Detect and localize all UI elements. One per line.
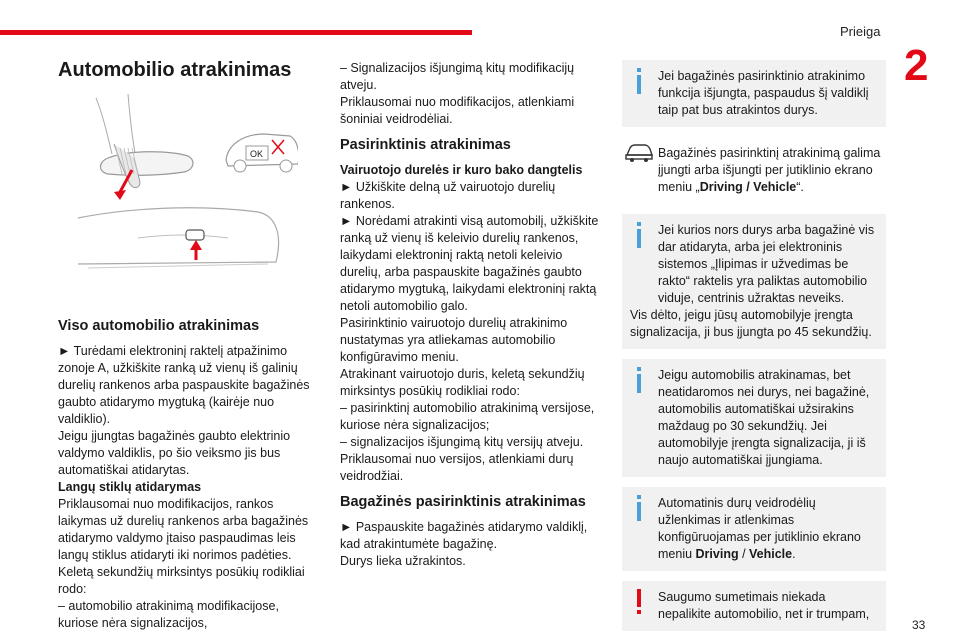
paragraph: – automobilio atrakinimą modifikacijose, kuriose nėra signalizacijos, xyxy=(58,599,279,630)
car-trunk-icon xyxy=(624,141,654,163)
column-3 xyxy=(622,60,886,640)
info-text: Jei bagažinės pasirinktinio atrakinimo funkcija išjungta, paspaudus šį valdiklį taip pat bus atrakintos durys. xyxy=(658,69,869,117)
paragraph: – pasirinktinį automobilio atrakinimą versijose, kuriose nėra signalizacijos; xyxy=(340,401,595,432)
header-accent-bar xyxy=(0,30,472,35)
paragraph: ► Paspauskite bagažinės atidarymo valdiklį, kad atrakintumėte bagažinę. xyxy=(340,520,588,551)
paragraph: Durys lieka užrakintos. xyxy=(340,554,466,568)
section-heading-boot-unlock: Bagažinės pasirinktinis atrakinimas xyxy=(340,494,586,510)
paragraph: ► Turėdami elektroninį raktelį atpažinimo zonoje A, užkiškite ranką už vienų iš galinių durelių rankenos arba paspauskite bagažinės gaubto atidarymo mygtuką (kairėje nuo valdiklio). xyxy=(58,344,310,426)
warning-box xyxy=(622,581,886,631)
warning-icon xyxy=(632,589,646,615)
car-note-menu: Driving / Vehicle xyxy=(699,180,797,194)
subheading-driver-door: Vairuotojo durelės ir kuro bako dangtelis xyxy=(340,163,583,177)
info-icon xyxy=(632,68,646,94)
paragraph: – Signalizacijos išjungimą kitų modifikacijų atveju. xyxy=(340,61,575,92)
info-text: Jei kurios nors durys arba bagažinė vis dar atidaryta, arba jei elektroninis sistemos „Įlipimas ir užvedimas be rakto“ raktelis yra paliktas automobilio viduje, centrinis užraktas neveiks. xyxy=(658,223,875,305)
menu-vehicle: Vehicle xyxy=(749,547,793,561)
subheading-windows: Langų stiklų atidarymas xyxy=(58,480,202,494)
info-text: Automatinis durų veidrodėlių užlenkimas ir atlenkimas konfigūruojamas per jutiklinio ekrano meniu xyxy=(658,496,861,561)
paragraph: Jeigu įjungtas bagažinės gaubto elektrinio valdymo valdiklis, po šio veiksmo jis bus automatiškai atidarytas. xyxy=(58,429,291,477)
paragraph: Keletą sekundžių mirksintys posūkių rodikliai rodo: xyxy=(58,565,305,596)
paragraph: ► Norėdami atrakinti visą automobilį, užkiškite ranką už vienų iš keleivio durelių rankenos, laikydami elektroninį raktą netoli keleivio durelių, arba paspauskite bagažinės gaubto atidarymo mygtuką, laikydami elektroninį raktą netoli automobilio galo. xyxy=(340,214,599,313)
page-title: Automobilio atrakinimas xyxy=(58,59,292,81)
paragraph: – signalizacijos išjungimą kitų versijų atveju. xyxy=(340,435,584,449)
paragraph: Priklausomai nuo modifikacijos, rankos laikymas už durelių rankenos arba bagažinės atidarymo valdymo įtaiso paspaudimas leis langų stiklus atidaryti iki norimos padėties. xyxy=(58,497,309,562)
menu-separator: / xyxy=(738,547,750,561)
page-number: 33 xyxy=(912,618,926,632)
car-note-text: Bagažinės pasirinktinį atrakinimą galima įjungti arba išjungti per jutiklinio ekrano meniu „ xyxy=(658,146,881,194)
paragraph: Priklausomai nuo versijos, atlenkiami durų veidrodžiai. xyxy=(340,452,574,483)
section-heading-selective-unlock: Pasirinktinis atrakinimas xyxy=(340,137,511,153)
menu-driving: Driving xyxy=(695,547,739,561)
info-box xyxy=(622,60,886,127)
paragraph: Priklausomai nuo modifikacijos, atlenkiami šoniniai veidrodėliai. xyxy=(340,95,575,126)
info-end: . xyxy=(792,547,796,561)
warning-text: Saugumo sumetimais niekada nepalikite automobilio, net ir trumpam, xyxy=(658,590,870,621)
paragraph: ► Užkiškite delną už vairuotojo durelių rankenos. xyxy=(340,180,556,211)
chapter-number: 2 xyxy=(904,41,929,90)
info-box xyxy=(622,359,886,477)
info-icon xyxy=(632,222,646,248)
car-note-end: “. xyxy=(796,180,804,194)
unlock-illustration xyxy=(68,88,298,288)
paragraph: Atrakinant vairuotojo duris, keletą sekundžių mirksintys posūkių rodikliai rodo: xyxy=(340,367,585,398)
car-note xyxy=(622,137,886,204)
info-icon xyxy=(632,367,646,393)
column-1 xyxy=(58,56,320,632)
info-icon xyxy=(632,495,646,521)
info-box xyxy=(622,487,886,571)
paragraph: Pasirinktinio vairuotojo durelių atrakinimo nustatymas yra atliekamas automobilio konfigūravimo meniu. xyxy=(340,316,568,364)
info-text: Vis dėlto, jeigu jūsų automobilyje įrengta signalizacija, ji bus įjungta po 45 sekundžių. xyxy=(630,308,872,339)
column-2 xyxy=(340,60,604,570)
info-box xyxy=(622,214,886,349)
ok-label: OK xyxy=(250,149,264,159)
info-text: Jeigu automobilis atrakinamas, bet neatidaromos nei durys, nei bagažinė, automobilis automatiškai užsirakins maždaug po 30 sekundžių. Jei automobilyje įrengta signalizacija, ji iš naujo automatiškai įjungiama. xyxy=(658,368,870,467)
section-name: Prieiga xyxy=(840,24,881,39)
section-heading-full-unlock: Viso automobilio atrakinimas xyxy=(58,318,260,334)
